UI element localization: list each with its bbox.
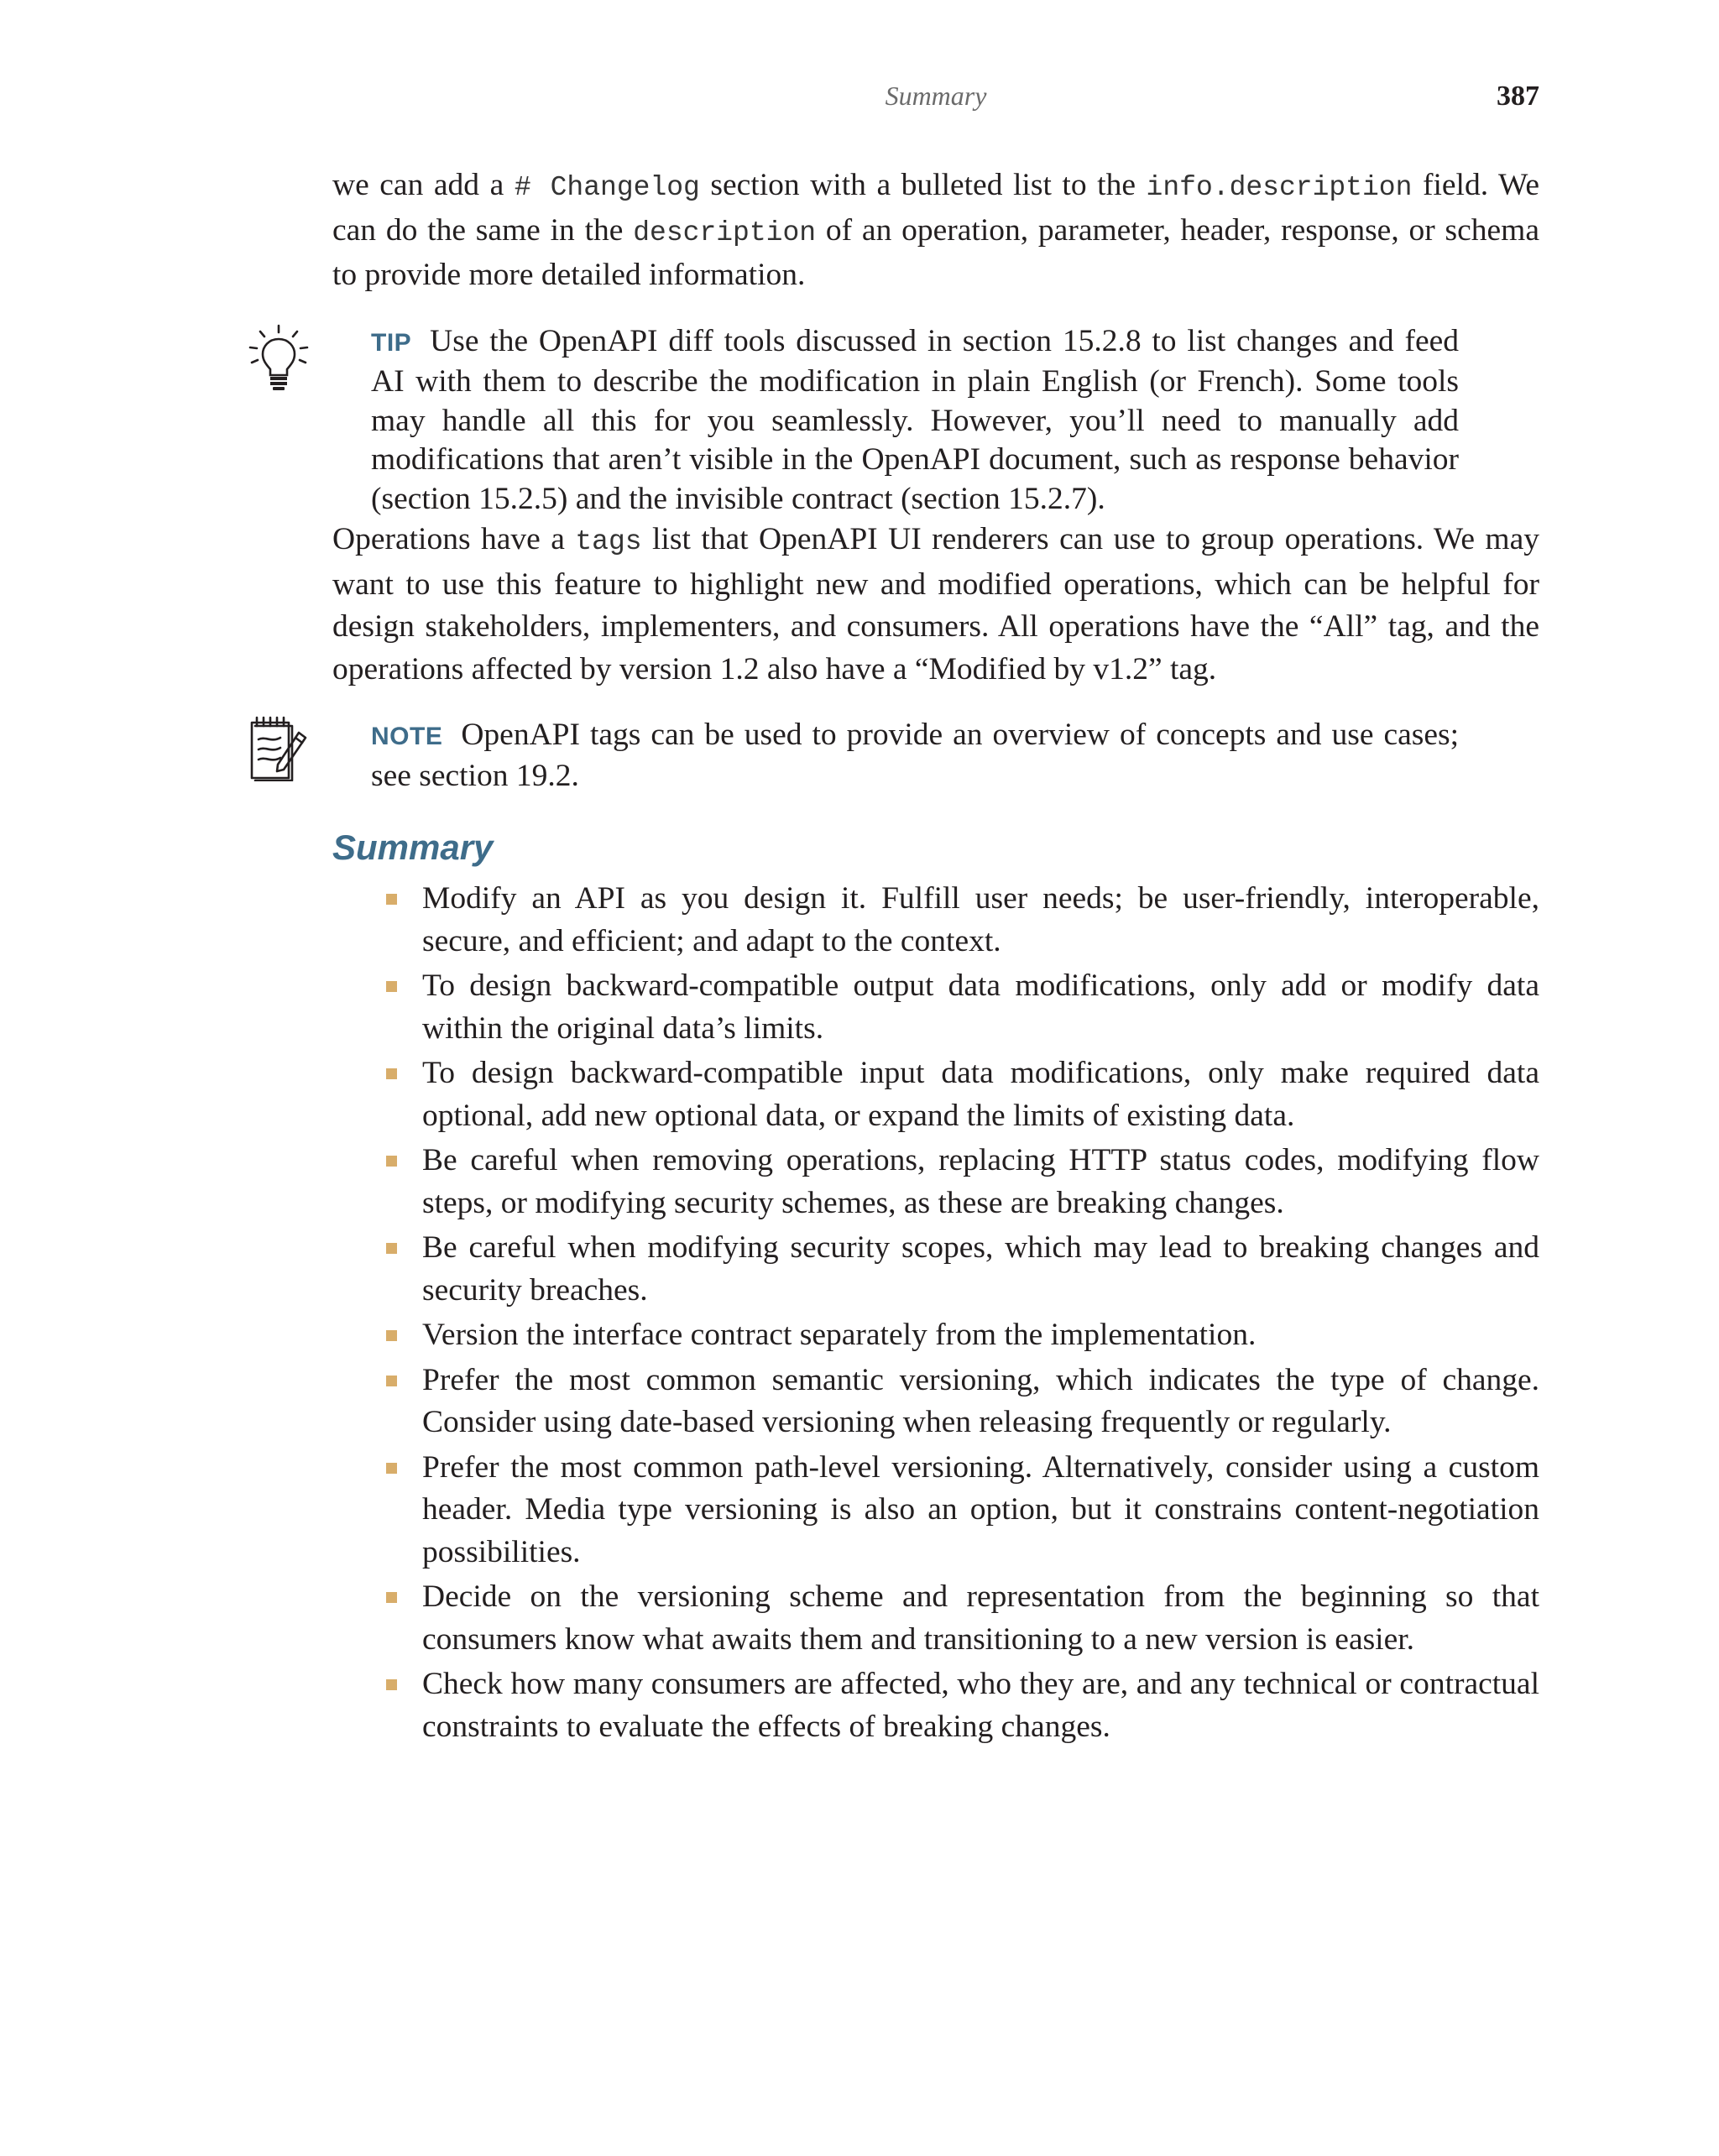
code-description: description <box>633 217 817 248</box>
bullet-marker <box>386 1376 397 1386</box>
list-item <box>422 1227 1539 1312</box>
list-item <box>422 1314 1539 1357</box>
list-item-text: Decide on the versioning scheme and representation from the beginning so that consumers know what awaits them and transitioning to a new version is easier. <box>422 1579 1539 1657</box>
summary-heading: Summary <box>332 827 494 867</box>
text-run: we can add a <box>332 168 515 202</box>
lightbulb-icon <box>247 324 311 391</box>
code-info-description: info.description <box>1146 172 1413 203</box>
bullet-marker <box>386 1330 397 1341</box>
list-item-text: To design backward-compatible output data modifications, only add or modify data within the original data’s limits. <box>422 968 1539 1046</box>
list-item-text: Prefer the most common path-level versioning. Alternatively, consider using a custom header. Media type versioning is also an option, but it constrains content-negotiation possibilities. <box>422 1449 1539 1569</box>
page-number: 387 <box>1497 81 1539 112</box>
page-header <box>332 81 1539 117</box>
code-changelog: # Changelog <box>514 172 700 203</box>
list-item <box>422 1140 1539 1224</box>
bullet-marker <box>386 1243 397 1254</box>
list-item <box>422 1360 1539 1444</box>
text-run: section with a bulleted list to the <box>699 168 1147 202</box>
list-item-text: Be careful when removing operations, replacing HTTP status codes, modifying flow steps, or modifying security schemes, as these are breaking changes. <box>422 1143 1539 1220</box>
paragraph-changelog <box>332 164 1539 297</box>
tip-callout <box>371 322 1459 519</box>
list-item <box>422 965 1539 1050</box>
bullet-marker <box>386 1463 397 1474</box>
list-item-text: Modify an API as you design it. Fulfill user needs; be user-friendly, interoperable, secure, and efficient; and adapt to the context. <box>422 881 1539 958</box>
note-callout <box>371 716 1459 796</box>
list-item <box>422 1663 1539 1748</box>
note-text: OpenAPI tags can be used to provide an overview of concepts and use cases; see section 19.2. <box>371 718 1459 793</box>
bullet-marker <box>386 1679 397 1690</box>
note-label: NOTE <box>371 723 443 750</box>
tip-text: Use the OpenAPI diff tools discussed in section 15.2.8 to list changes and feed AI with them to describe the modification in plain English (or French). Some tools may handle all this for you seamlessly. However, you’ll need to manually add modifications that aren’t visible in the OpenAPI document, such as response behavior (section 15.2.5) and the invisible contract (section 15.2.7). <box>371 323 1459 516</box>
list-item-text: Be careful when modifying security scopes, which may lead to breaking changes and security breaches. <box>422 1230 1539 1308</box>
bullet-marker <box>386 894 397 905</box>
text-run: list that OpenAPI UI renderers can use to group operations. We may want to use this feature to highlight new and modified operations, which can be helpful for design stakeholders, implementers, and consumers. All operations have the “All” tag, and the operations affected by version 1.2 also have a “Modified by v1.2” tag. <box>332 522 1539 686</box>
bullet-marker <box>386 1068 397 1079</box>
notepad-icon <box>247 714 311 781</box>
list-item <box>422 1447 1539 1574</box>
text-run: Operations have a <box>332 522 576 556</box>
bullet-marker <box>386 1156 397 1167</box>
list-item <box>422 1052 1539 1137</box>
list-item-text: Prefer the most common semantic versioning, which indicates the type of change. Consider using date-based versioning when releasing frequently or regularly. <box>422 1362 1539 1439</box>
text-run: field. We can do the same in the <box>332 168 1539 248</box>
paragraph-tags <box>332 519 1539 691</box>
page-content <box>332 164 1539 1751</box>
list-item-text: Version the interface contract separately from the implementation. <box>422 1318 1257 1352</box>
list-item <box>422 1576 1539 1661</box>
tip-label: TIP <box>371 328 412 357</box>
text-run: of an operation, parameter, header, response, or schema to provide more detailed information. <box>332 212 1539 292</box>
summary-list <box>332 878 1539 1748</box>
list-item <box>422 878 1539 963</box>
bullet-marker <box>386 1592 397 1603</box>
code-tags: tags <box>575 526 642 557</box>
bullet-marker <box>386 981 397 992</box>
running-head: Summary <box>885 81 987 111</box>
list-item-text: Check how many consumers are affected, who they are, and any technical or contractual constraints to evaluate the effects of breaking changes. <box>422 1667 1539 1744</box>
list-item-text: To design backward-compatible input data modifications, only make required data optional, add new optional data, or expand the limits of existing data. <box>422 1056 1539 1133</box>
